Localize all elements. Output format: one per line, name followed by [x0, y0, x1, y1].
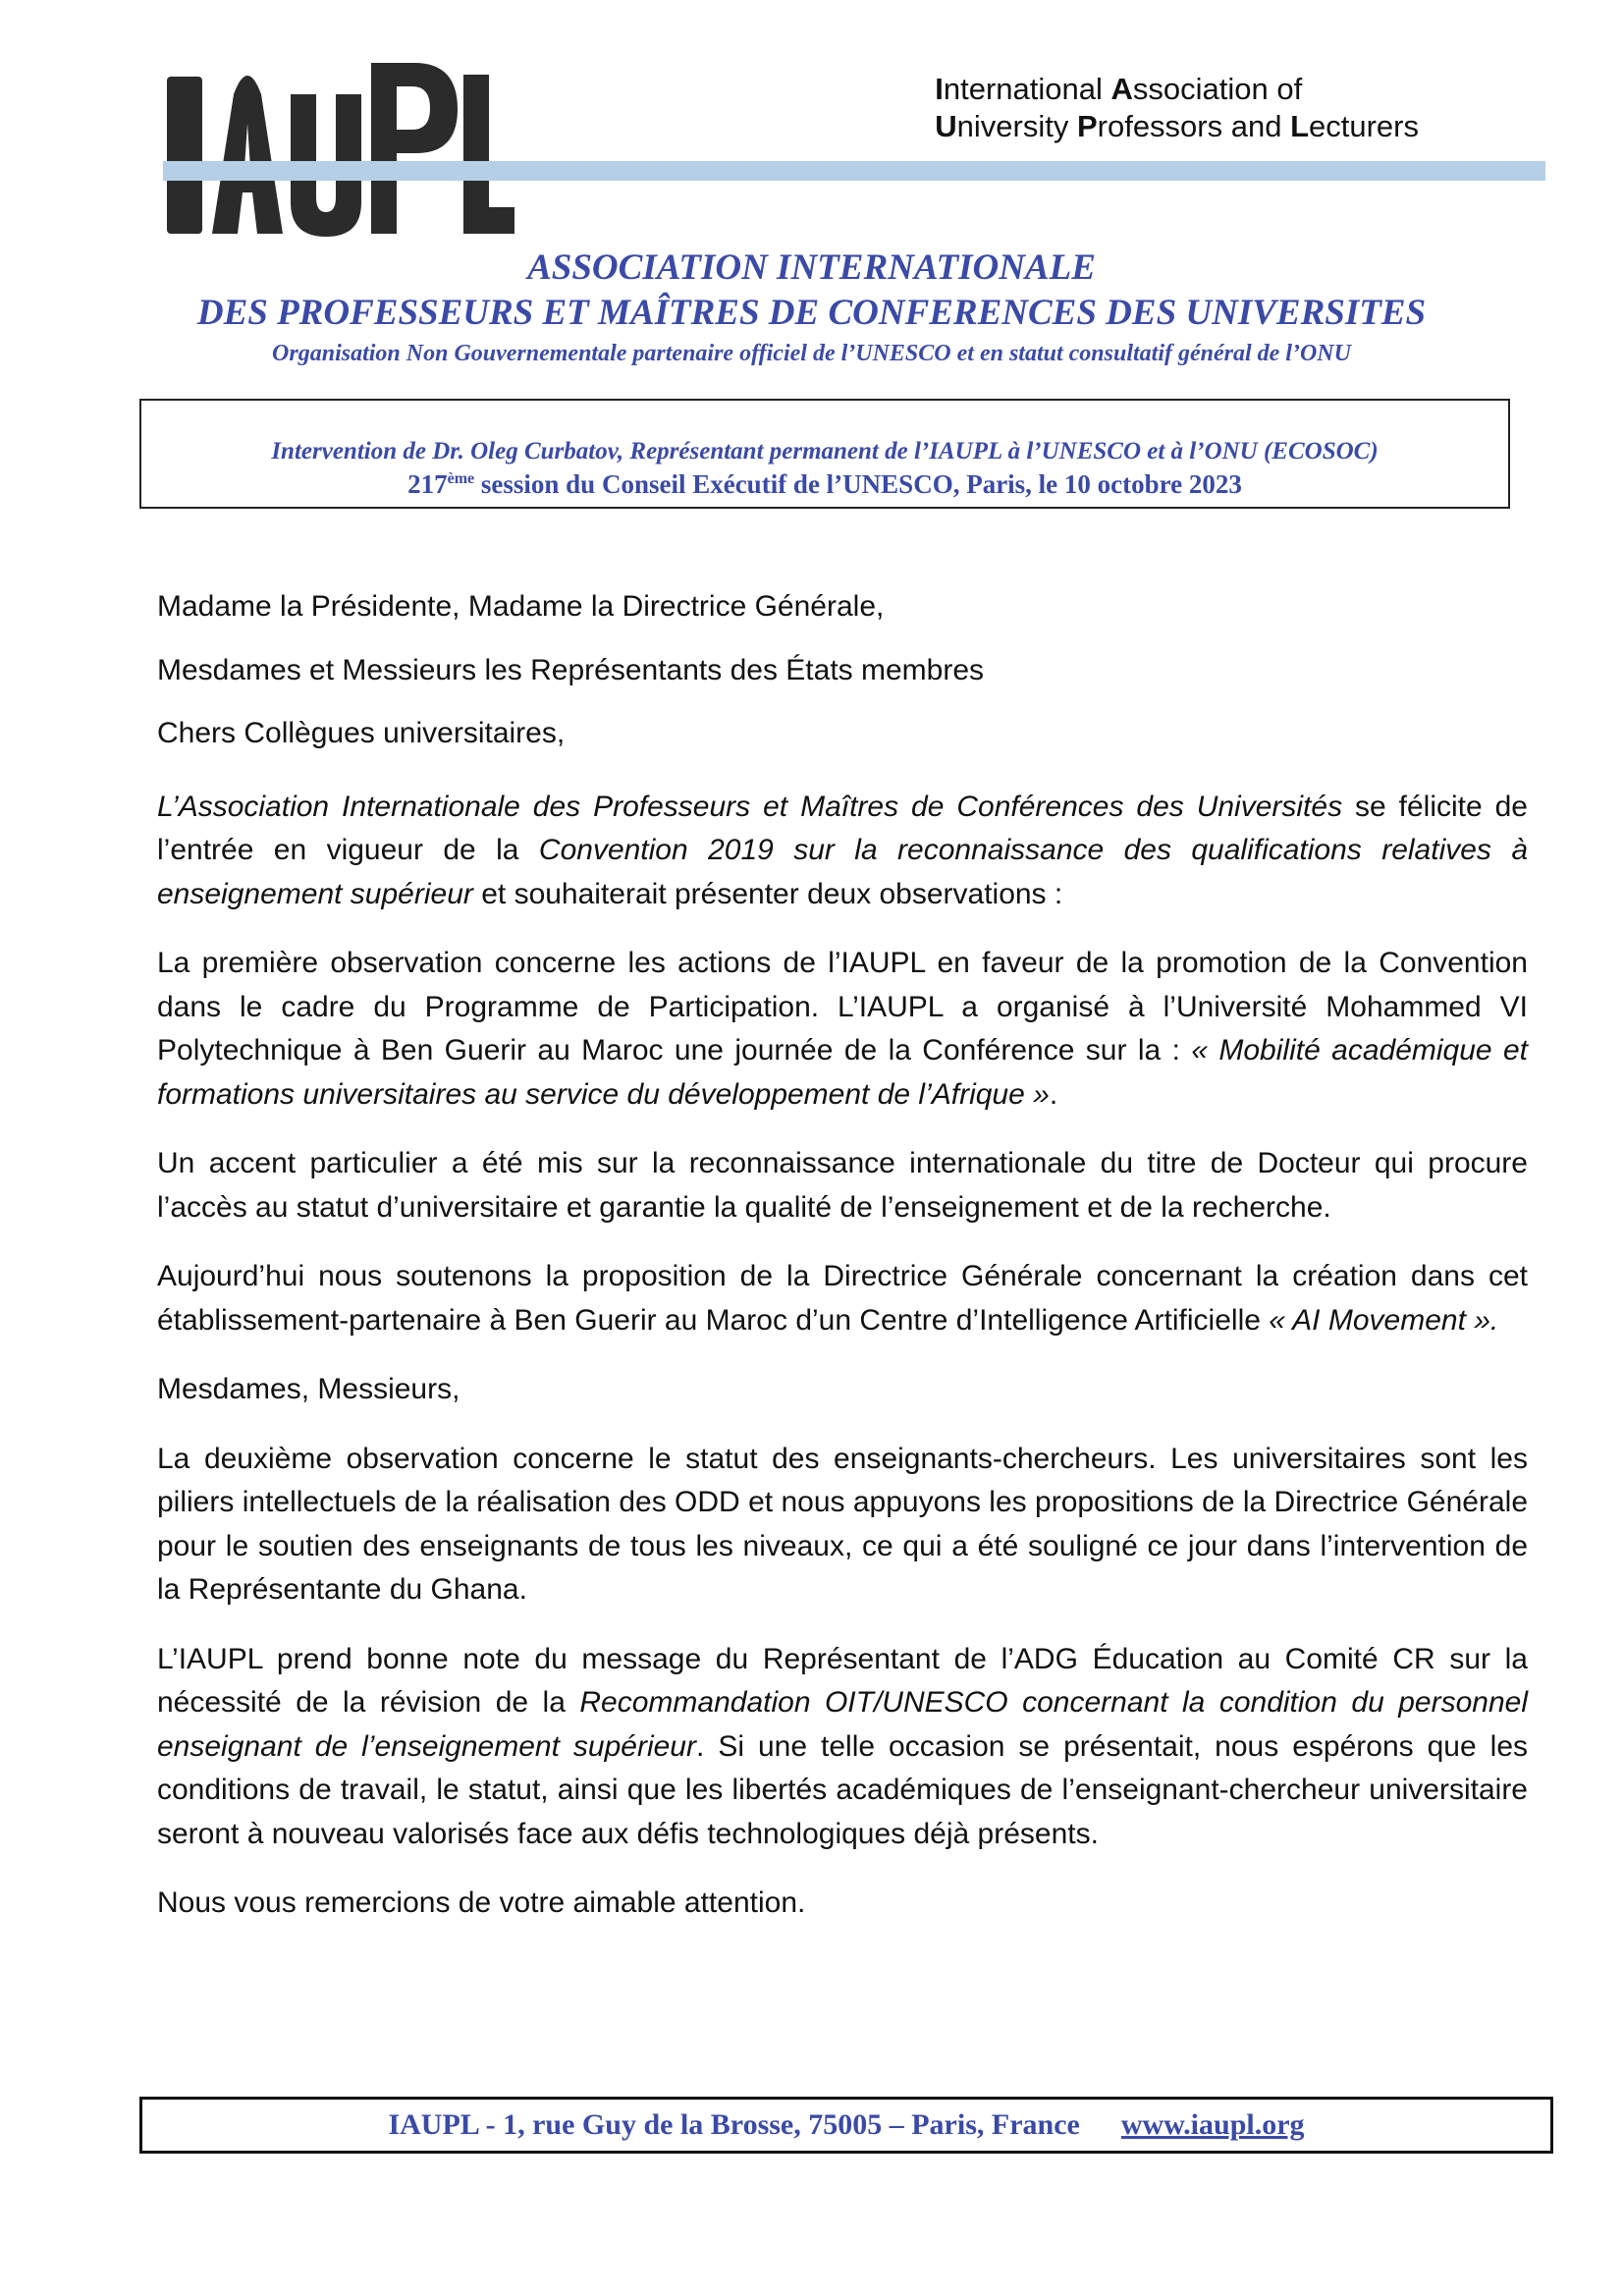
salutation-2: Mesdames et Messieurs les Représentants des États membres	[157, 653, 985, 686]
session-number: 217	[407, 469, 448, 499]
paragraph-6	[157, 1638, 1528, 1857]
session-details: session du Conseil Exécutif de l’UNESCO, Paris, le 10 octobre 2023	[474, 469, 1242, 499]
session-info	[141, 467, 1508, 501]
paragraph-2	[157, 942, 1528, 1117]
title-line-1: ASSOCIATION INTERNATIONALE	[527, 247, 1096, 288]
org-name-english-line2	[935, 108, 1419, 145]
header-divider	[163, 161, 1545, 181]
title-block	[0, 246, 1623, 369]
text-run: se félicite de l’entrée en vigueur de la	[157, 790, 1528, 866]
session-ordinal-suffix: ème	[447, 470, 475, 487]
letter-body	[157, 585, 1528, 1945]
text-run: A	[1110, 72, 1133, 106]
text-run: Recommandation OIT/UNESCO concernant la condition du personnel enseignant de l’enseignement supérieur	[157, 1686, 1528, 1763]
salutation-3: Chers Collègues universitaires,	[157, 717, 566, 749]
website-link[interactable]: www.iaupl.org	[1120, 2108, 1305, 2141]
text-run: rofessors and	[1097, 109, 1291, 143]
footer	[139, 2097, 1553, 2154]
text-run: nternational	[943, 72, 1111, 106]
paragraph-5	[157, 1438, 1528, 1613]
text-run: Un accent particulier a été mis sur la reconnaissance internationale du titre de Docteur qui procure l’accès au statut d’universitaire et garantie la qualité de l’enseignement et de la recherche.	[157, 1147, 1528, 1224]
text-run: « Mobilité académique et formations universitaires au service du développement de l’Afrique »	[157, 1034, 1528, 1111]
intervention-box	[139, 399, 1510, 509]
text-run: U	[935, 109, 957, 143]
text-run: . Si une telle occasion se présentait, nous espérons que les conditions de travail, le statut, ainsi que les libertés académiques de l’enseignant-chercheur universitaire seront à nouveau valorisés face aux défis technologiques déjà présents.	[157, 1729, 1529, 1850]
text-run: L’IAUPL prend bonne note du message du Représentant de l’ADG Éducation au Comité CR sur la nécessité de la révision de la	[157, 1642, 1528, 1719]
org-name-english	[935, 71, 1419, 145]
org-name-english-line1	[935, 71, 1419, 108]
iaupl-logo	[163, 55, 520, 251]
title-line-2: DES PROFESSEURS ET MAÎTRES DE CONFERENCES DES UNIVERSITES	[196, 293, 1427, 333]
salutation-1: Madame la Présidente, Madame la Directrice Générale,	[157, 590, 885, 623]
text-run: La deuxième observation concerne le statut des enseignants-chercheurs. Les universitaires sont les piliers intellectuels de la réalisation des ODD et nous appuyons les propositions de la Directrice Générale pour le soutien des enseignants de tous les niveaux, ce qui a été souligné ce jour dans l’intervention de la Représentante du Ghana.	[157, 1442, 1528, 1606]
text-run: L	[1290, 109, 1310, 143]
text-run: « AI Movement ».	[1269, 1303, 1499, 1337]
text-run: La première observation concerne les actions de l’IAUPL en faveur de la promotion de la Convention dans le cadre du Programme de Participation. L’IAUPL a organisé à l’Université Mohammed VI Polytechnique à Ben Guerir au Maroc une journée de la Conférence sur la :	[157, 947, 1528, 1066]
paragraph-3	[157, 1142, 1528, 1230]
closing-line: Nous vous remercions de votre aimable attention.	[157, 1886, 806, 1919]
address-line: Mesdames, Messieurs,	[157, 1373, 460, 1405]
subtitle: Organisation Non Gouvernementale partenaire officiel de l’UNESCO et en statut consultatif général de l’ONU	[272, 341, 1351, 366]
text-run: I	[935, 72, 944, 106]
text-run: et souhaiterait présenter deux observations :	[472, 877, 1063, 910]
text-run: .	[1049, 1077, 1058, 1111]
text-run: ecturers	[1309, 109, 1419, 143]
text-run: P	[1076, 109, 1098, 143]
paragraph-4	[157, 1255, 1528, 1342]
text-run: L’Association Internationale des Professeurs et Maîtres de Conférences des Universités	[157, 790, 1343, 823]
text-run: niversity	[956, 109, 1077, 143]
intervention-speaker: Intervention de Dr. Oleg Curbatov, Représentant permanent de l’IAUPL à l’UNESCO et à l’ONU (ECOSOC)	[271, 438, 1379, 465]
text-run: ssociation of	[1132, 72, 1303, 106]
text-run: Convention 2019 sur la reconnaissance des qualifications relatives à enseignement supérieur	[157, 834, 1529, 910]
footer-address: IAUPL - 1, rue Guy de la Brosse, 75005 – Paris, France	[388, 2108, 1080, 2141]
text-run: Aujourd’hui nous soutenons la proposition de la Directrice Générale concernant la création dans cet établissement-partenaire à Ben Guerir au Maroc d’un Centre d’Intelligence Artificielle	[157, 1260, 1528, 1337]
iaupl-logo-mark	[163, 55, 520, 251]
paragraph-1	[157, 786, 1528, 917]
